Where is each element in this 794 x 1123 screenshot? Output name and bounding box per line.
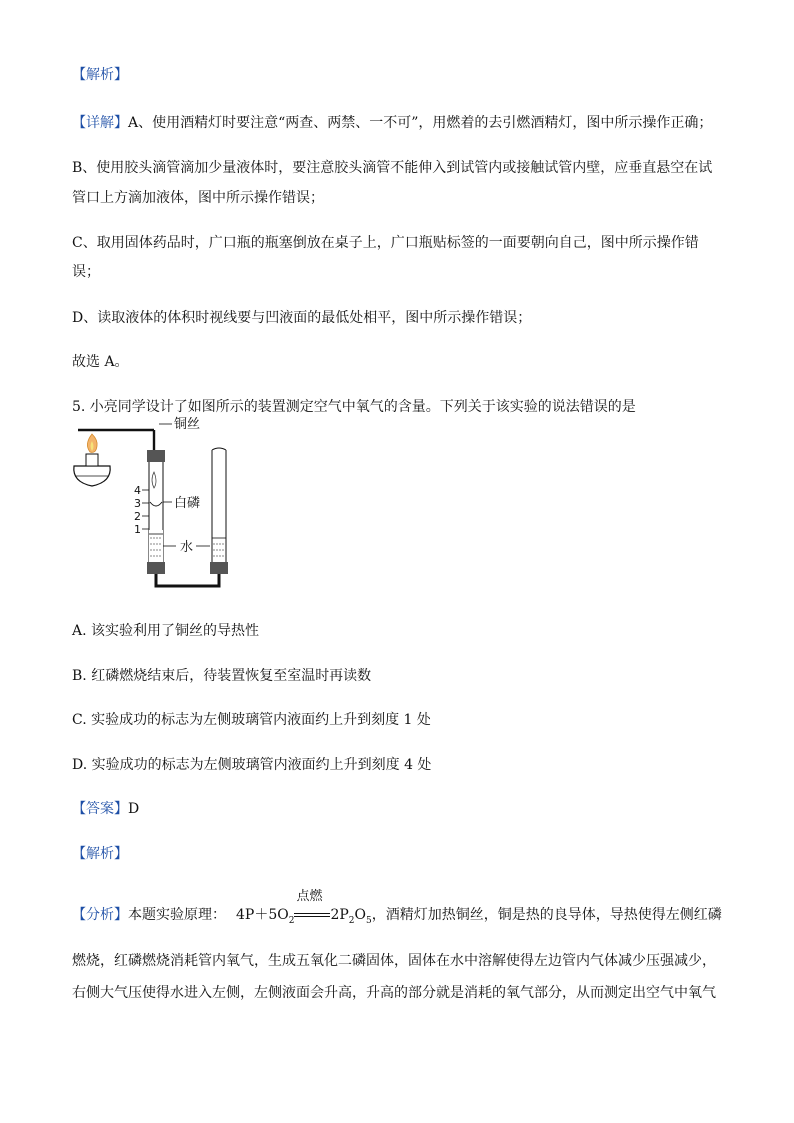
- apparatus-figure: [64, 410, 264, 595]
- equation-right-sub2: 5: [366, 915, 372, 926]
- equation-condition: 点燃: [296, 889, 323, 904]
- analysis-line-1: [72, 889, 722, 930]
- label-white-phosphorus: 白磷: [174, 496, 201, 511]
- detail-tag: 【详解】: [72, 115, 128, 131]
- left-tube: [147, 450, 165, 574]
- option-c: C. 实验成功的标志为左侧玻璃管内液面约上升到刻度 1 处: [72, 712, 431, 728]
- answer-tag: 【答案】: [72, 801, 128, 817]
- analysis-line1-tail: ，酒精灯加热铜丝，铜是热的良导体，导热使得左侧红磷: [371, 907, 722, 923]
- detail-line-c2: 误；: [72, 264, 100, 280]
- connecting-tube: [156, 574, 219, 586]
- detail-line-c1: C、取用固体药品时，广口瓶的瓶塞倒放在桌子上，广口瓶贴标签的一面要朝向自己，图中所示操作错: [72, 235, 699, 251]
- analysis-line-3: 右侧大气压使得水进入左侧，左侧液面会升高，升高的部分就是消耗的氧气部分，从而测定出空气中氧气: [72, 985, 716, 1001]
- section-heading-analysis: 【解析】: [72, 67, 128, 83]
- equation-right: 2P: [330, 907, 349, 923]
- detail-text-a: A、使用酒精灯时要注意“两查、两禁、一不可”，用燃着的去引燃酒精灯，图中所示操作正确；: [128, 115, 713, 131]
- scale-marks: [134, 484, 149, 536]
- equation-left-sub: 2: [288, 915, 295, 926]
- answer-line: [72, 800, 139, 818]
- detail-conclusion: 故选 A。: [72, 354, 129, 370]
- equation-right-sub1: 2: [348, 915, 355, 926]
- analysis-line-2: 燃烧，红磷燃烧消耗管内氧气，生成五氧化二磷固体，固体在水中溶解使得左边管内气体减少压强减少，: [72, 953, 716, 969]
- equation-left: 4P＋5O: [236, 907, 289, 923]
- detail-line-b2: 管口上方滴加液体，图中所示操作错误；: [72, 190, 324, 206]
- question-stem: 5. 小亮同学设计了如图所示的装置测定空气中氧气的含量。下列关于该实验的说法错误的是: [72, 399, 636, 415]
- label-water: 水: [180, 540, 194, 555]
- detail-line-b1: B、使用胶头滴管滴加少量液体时，要注意胶头滴管不能伸入到试管内或接触试管内壁，应垂直悬空在试: [72, 160, 713, 176]
- scale-4: 4: [134, 484, 141, 497]
- option-b: B. 红磷燃烧结束后，待装置恢复至室温时再读数: [72, 668, 372, 684]
- equation-right-mid: O: [354, 907, 366, 923]
- scale-3: 3: [134, 497, 141, 510]
- detail-line-d: D、读取液体的体积时视线要与凹液面的最低处相平，图中所示操作错误；: [72, 310, 532, 326]
- detail-line-a: [72, 114, 712, 132]
- scale-2: 2: [134, 510, 141, 523]
- equation: [236, 889, 372, 926]
- analysis-tag: 【分析】: [72, 907, 128, 923]
- label-copper-wire: 铜丝: [174, 417, 201, 432]
- scale-1: 1: [134, 523, 141, 536]
- option-d: D. 实验成功的标志为左侧玻璃管内液面约上升到刻度 4 处: [72, 757, 432, 773]
- alcohol-lamp: [74, 434, 110, 486]
- analysis-intro: 本题实验原理：: [128, 907, 226, 923]
- right-tube: [210, 448, 228, 574]
- equation-arrow: [294, 889, 330, 922]
- option-a: A. 该实验利用了铜丝的导热性: [72, 623, 260, 639]
- section-heading-analysis-2: 【解析】: [72, 846, 128, 862]
- answer-value: D: [128, 801, 140, 817]
